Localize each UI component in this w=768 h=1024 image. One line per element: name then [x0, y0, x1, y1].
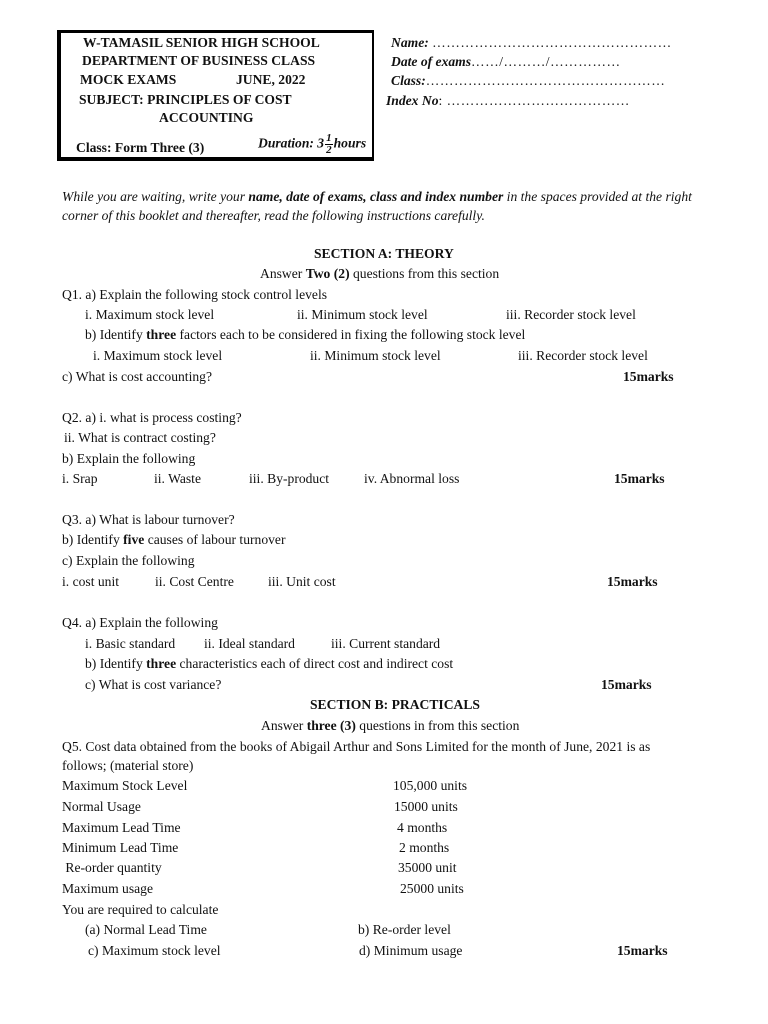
q1-b: b) Identify three factors each to be considered in fixing the following stock level: [85, 327, 526, 342]
q3-c-ii: ii. Cost Centre: [155, 574, 234, 589]
q1-a: Q1. a) Explain the following stock control levels: [62, 287, 328, 302]
q5-row-value: 2 months: [399, 840, 450, 855]
q2-b-iv: iv. Abnormal loss: [364, 471, 460, 486]
q3-marks: 15marks: [607, 574, 658, 589]
date-field: Date of exams……/………/……………: [391, 54, 621, 69]
q2-b-ii: ii. Waste: [154, 471, 201, 486]
section-a-instruction: Answer Two (2) questions from this section: [260, 266, 500, 281]
q5-row-value: 35000 unit: [398, 860, 457, 875]
instructions-line-2: corner of this booklet and thereafter, read the following instructions carefully.: [62, 208, 485, 223]
q4-a-iii: iii. Current standard: [331, 636, 441, 651]
q3-c-i: i. cost unit: [62, 574, 120, 589]
q5-marks: 15marks: [617, 943, 668, 958]
q5-req-c: c) Maximum stock level: [88, 943, 221, 958]
q1-c: c) What is cost accounting?: [62, 369, 212, 384]
q5-row-value: 105,000 units: [393, 778, 468, 793]
q4-a-ii: ii. Ideal standard: [204, 636, 295, 651]
class-field: Class:……………………………………………: [391, 73, 666, 88]
q5-row-label: Re-order quantity: [62, 860, 162, 875]
q1-a-ii: ii. Minimum stock level: [297, 307, 428, 322]
q1-b-iii: iii. Recorder stock level: [518, 348, 648, 363]
exam-date: JUNE, 2022: [236, 72, 306, 87]
q3-a: Q3. a) What is labour turnover?: [62, 512, 235, 527]
q3-b: b) Identify five causes of labour turnover: [62, 532, 286, 547]
q3-c: c) Explain the following: [62, 553, 195, 568]
q2-b-iii: iii. By-product: [249, 471, 330, 486]
q5-row-value: 15000 units: [394, 799, 458, 814]
q5-intro-1: Q5. Cost data obtained from the books of Abigail Arthur and Sons Limited for the month of June, 2021 is as: [62, 739, 651, 754]
q2-b: b) Explain the following: [62, 451, 196, 466]
q3-c-iii: iii. Unit cost: [268, 574, 336, 589]
duration-label: Duration: 3: [258, 135, 325, 151]
q5-row-label: Maximum Lead Time: [62, 820, 181, 835]
duration: [258, 133, 366, 156]
q1-a-iii: iii. Recorder stock level: [506, 307, 636, 322]
q5-required: You are required to calculate: [62, 902, 219, 917]
class-label: Class: Form Three (3): [76, 140, 205, 155]
q1-b-ii: ii. Minimum stock level: [310, 348, 441, 363]
school-name: W-TAMASIL SENIOR HIGH SCHOOL: [83, 35, 320, 50]
q5-row-label: Maximum Stock Level: [62, 778, 188, 793]
q4-a-i: i. Basic standard: [85, 636, 176, 651]
q5-row-label: Normal Usage: [62, 799, 141, 814]
q4-marks: 15marks: [601, 677, 652, 692]
section-a-title: SECTION A: THEORY: [314, 246, 454, 261]
department-name: DEPARTMENT OF BUSINESS CLASS: [82, 53, 316, 68]
q1-a-i: i. Maximum stock level: [85, 307, 215, 322]
section-b-title: SECTION B: PRACTICALS: [310, 697, 480, 712]
name-field: Name: ……………………………………………: [391, 35, 672, 50]
index-field: Index No: …………………………………: [386, 93, 630, 108]
q5-req-b: b) Re-order level: [358, 922, 451, 937]
q2-b-i: i. Srap: [62, 471, 98, 486]
q5-req-d: d) Minimum usage: [359, 943, 463, 958]
duration-fraction: $\frac{1}{2}$: [326, 132, 332, 156]
q1-marks: 15marks: [623, 369, 674, 384]
section-b-instruction: Answer three (3) questions in from this section: [261, 718, 520, 733]
q4-a: Q4. a) Explain the following: [62, 615, 218, 630]
q5-row-label: Maximum usage: [62, 881, 153, 896]
q5-row-label: Minimum Lead Time: [62, 840, 179, 855]
subject-line-1: SUBJECT: PRINCIPLES OF COST: [79, 92, 292, 107]
q2-marks: 15marks: [614, 471, 665, 486]
duration-unit: hours: [333, 135, 367, 151]
q2-a-ii: ii. What is contract costing?: [64, 430, 216, 445]
q5-intro-2: follows; (material store): [62, 758, 194, 773]
q5-row-value: 4 months: [397, 820, 448, 835]
q5-row-value: 25000 units: [400, 881, 464, 896]
q4-b: b) Identify three characteristics each of direct cost and indirect cost: [85, 656, 454, 671]
q2-a-i: Q2. a) i. what is process costing?: [62, 410, 242, 425]
q1-b-i: i. Maximum stock level: [93, 348, 223, 363]
instructions-line-1: While you are waiting, write your name, date of exams, class and index number in the spaces provided at the right: [62, 189, 692, 204]
exam-type: MOCK EXAMS: [80, 72, 177, 87]
q5-req-a: (a) Normal Lead Time: [85, 922, 207, 937]
q4-c: c) What is cost variance?: [85, 677, 222, 692]
subject-line-2: ACCOUNTING: [159, 110, 254, 125]
